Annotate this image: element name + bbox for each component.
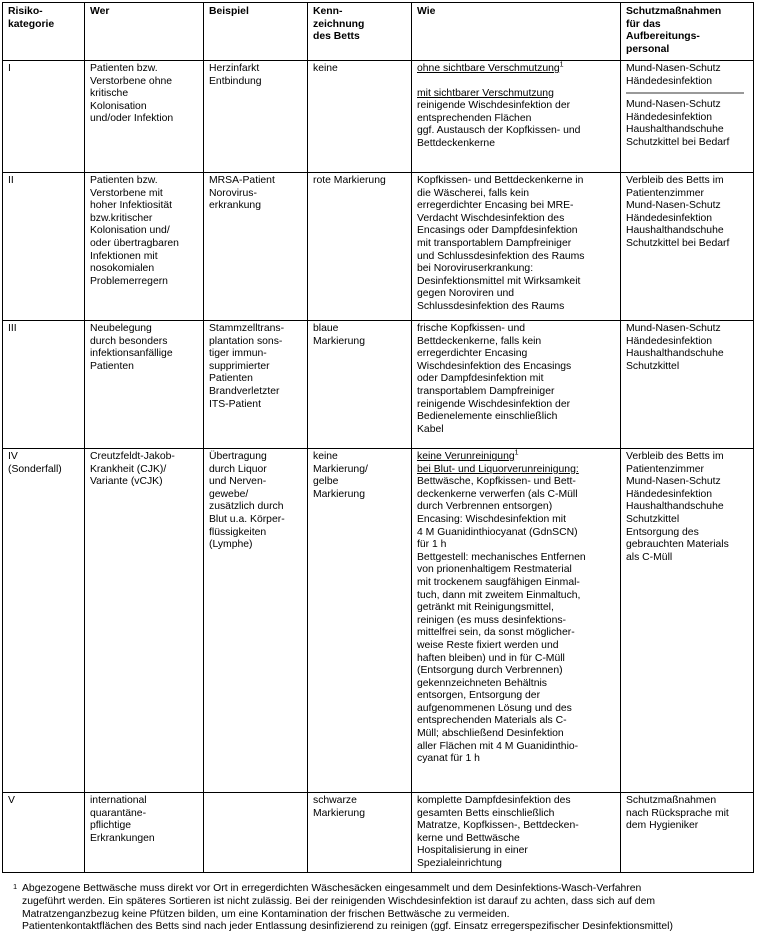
text-line: Patientenzimmer — [626, 187, 704, 199]
text-line: oder übertragbaren — [90, 237, 179, 249]
text-line: plantation sons- — [209, 335, 283, 347]
cell-kennzeichnung — [308, 173, 412, 321]
text-line: III — [8, 323, 17, 334]
cell-schutz — [621, 793, 754, 873]
text-line: kerne und Bettwäsche — [417, 832, 520, 844]
text-line: Markierung/ — [313, 463, 368, 475]
cell-schutz — [621, 173, 754, 321]
text-line: Patientenzimmer — [626, 463, 704, 475]
text-line: Bettgestell: mechanisches Entfernen — [417, 551, 586, 563]
text-line: oder Dampfdesinfektion mit — [417, 373, 544, 385]
text-line: cyanat für 1 h — [417, 753, 480, 765]
text-line: Mund-Nasen-Schutz — [626, 476, 721, 488]
text-line: Herzinfarkt — [209, 63, 260, 74]
text-line: Patientenkontaktflächen des Betts sind nach jeder Entlassung desinfizierend zu reinigen (ggf. Einsatz erregerspezifischer Desinfektionsmittel) — [22, 921, 673, 933]
cell-beispiel — [204, 321, 308, 449]
table-row-ii — [3, 173, 754, 321]
text-line: als C-Müll — [626, 551, 673, 563]
header-beispiel — [204, 3, 308, 61]
hygiene-table — [2, 2, 754, 873]
cell-wer — [85, 793, 204, 873]
text-line: dem Hygieniker — [626, 820, 699, 832]
text-line: Schutzkittel bei Bedarf — [626, 237, 730, 249]
text-line: kritische — [90, 88, 129, 100]
text-line: Händedesinfektion — [626, 212, 713, 224]
text-line: entsorgen, Entsorgung der — [417, 690, 541, 702]
text-line: gewebe/ — [209, 488, 249, 500]
text-line: entsprechenden Flächen — [417, 112, 532, 124]
text-line: mittelfrei sein, da sonst möglicher- — [417, 627, 575, 639]
text-line: Norovirus- — [209, 187, 257, 199]
header-risiko — [3, 3, 85, 61]
text-line: blaue — [313, 323, 339, 334]
text-line: Encasing: Wischdesinfektion mit — [417, 513, 566, 525]
text-line: und Schlussdesinfektion des Raums — [417, 250, 585, 262]
table-row-v — [3, 793, 754, 873]
text-line: von prionenhaltigem Restmaterial — [417, 564, 572, 576]
wie-clean-heading: keine Verunreinigung — [417, 451, 515, 462]
text-line: Verdacht Wischdesinfektion des — [417, 212, 565, 224]
text-line: Kolonisation und/ — [90, 225, 170, 237]
text-line: Neubelegung — [90, 323, 152, 334]
text-line: rote Markierung — [313, 175, 386, 186]
cell-beispiel — [204, 793, 308, 873]
text-line: ITS-Patient — [209, 398, 261, 410]
text-line: IV — [8, 451, 18, 462]
text-line: Schutzmaßnahmen — [626, 795, 717, 806]
text-line: hoher Infektiosität — [90, 200, 173, 212]
text-line: gebrauchten Materials — [626, 539, 729, 551]
text-line: tiger immun- — [209, 348, 267, 360]
text-line: Markierung — [313, 488, 365, 500]
text-line: gekennzeichneten Behältnis — [417, 677, 547, 689]
text-line: keine — [313, 451, 338, 462]
cell-wer — [85, 61, 204, 173]
text-line: gesamten Betts einschließlich — [417, 807, 555, 819]
text-line: Bedienelemente einschließlich — [417, 411, 558, 423]
text-line: haften bleiben) und in für C-Müll — [417, 652, 565, 664]
text-line: Risiko- — [8, 6, 43, 17]
text-line: Kopfkissen- und Bettdeckenkerne in — [417, 175, 584, 186]
header-schutz — [621, 3, 754, 61]
text-line: Wer — [90, 6, 110, 17]
text-line: Haushalthandschuhe — [626, 501, 724, 513]
cell-schutz — [621, 449, 754, 793]
cell-kennzeichnung — [308, 793, 412, 873]
text-line: Wie — [417, 6, 436, 17]
text-line: Spezialeinrichtung — [417, 857, 502, 869]
text-line: nosokomialen — [90, 263, 155, 275]
text-line: ggf. Austausch der Kopfkissen- und — [417, 125, 581, 137]
wie-dirty-heading: mit sichtbarer Verschmutzung — [417, 87, 554, 99]
text-line: aufgenommenen Lösung und des — [417, 702, 572, 714]
header-kennzeichnung — [308, 3, 412, 61]
text-line: 4 M Guanidinthiocyanat (GdnSCN) — [417, 526, 578, 538]
text-line: Problemerregern — [90, 275, 168, 287]
text-line: I — [8, 63, 11, 74]
text-line: Variante (vCJK) — [90, 476, 163, 488]
text-line: Blut u.a. Körper- — [209, 513, 285, 525]
text-line: Markierung — [313, 335, 365, 347]
text-line: Patienten bzw. — [90, 63, 158, 74]
text-line: Creutzfeldt-Jakob- — [90, 451, 175, 462]
footnote-mark: 1 — [13, 882, 18, 891]
text-line: Kolonisation — [90, 100, 147, 112]
schutz-clean — [626, 63, 750, 88]
text-line: für 1 h — [417, 539, 447, 551]
text-line: Übertragung — [209, 451, 267, 462]
wie-clean-heading: ohne sichtbare Verschmutzung — [417, 63, 560, 74]
footnote-ref: 1 — [514, 449, 519, 457]
cell-kennzeichnung — [308, 449, 412, 793]
cell-beispiel — [204, 173, 308, 321]
text-line: transportablem Dampfreiniger — [417, 385, 555, 397]
text-line: Kabel — [417, 423, 444, 435]
cell-wer — [85, 449, 204, 793]
text-line: entsprechenden Materials als C- — [417, 715, 567, 727]
text-line: schwarze — [313, 795, 357, 806]
text-line: infektionsanfällige — [90, 348, 173, 360]
text-line: Stammzelltrans- — [209, 323, 285, 334]
text-line: zusätzlich durch — [209, 501, 284, 513]
text-line: Schutzkittel — [626, 513, 680, 525]
text-line: Mund-Nasen-Schutz — [626, 99, 721, 111]
wie-dirty-text — [417, 100, 617, 150]
text-line: Händedesinfektion — [626, 488, 713, 500]
text-line: Patienten — [209, 373, 253, 385]
text-line: flüssigkeiten — [209, 526, 267, 538]
wie-dirty-heading: bei Blut- und Liquorverunreinigung: — [417, 463, 579, 475]
cell-kategorie — [3, 61, 85, 173]
text-line: erkrankung — [209, 200, 261, 212]
text-line: Encasings oder Dampfdesinfektion — [417, 225, 578, 237]
cell-kategorie — [3, 449, 85, 793]
text-line: bzw.kritischer — [90, 212, 153, 224]
text-line: erregerdichter Encasing bei MRE- — [417, 200, 574, 212]
text-line: (Lymphe) — [209, 539, 253, 551]
header-wer — [85, 3, 204, 61]
text-line: Matratze, Kopfkissen-, Bettdecken- — [417, 820, 579, 832]
text-line: gelbe — [313, 476, 339, 488]
text-line: Schlussdesinfektion des Raums — [417, 300, 565, 312]
divider — [626, 92, 744, 94]
table-row-iv — [3, 449, 754, 793]
text-line: Entsorgung des — [626, 526, 699, 538]
text-line: weise Reste fixiert werden und — [417, 639, 559, 651]
text-line: international — [90, 795, 147, 806]
cell-kategorie — [3, 173, 85, 321]
table-header-row — [3, 3, 754, 61]
text-line: komplette Dampfdesinfektion des — [417, 795, 571, 806]
cell-wer — [85, 173, 204, 321]
text-line: Händedesinfektion — [626, 75, 713, 87]
cell-kennzeichnung — [308, 321, 412, 449]
text-line: Krankheit (CJK)/ — [90, 463, 167, 475]
text-line: Patienten — [90, 360, 134, 372]
text-line: Mund-Nasen-Schutz — [626, 200, 721, 212]
footnote-text — [4, 883, 754, 934]
text-line: Bettwäsche, Kopfkissen- und Bett- — [417, 476, 576, 488]
text-line: durch Liquor — [209, 463, 267, 475]
text-line: gegen Noroviren und — [417, 288, 515, 300]
text-line: Markierung — [313, 807, 365, 819]
text-line: Aufbereitungs- — [626, 31, 700, 43]
text-line: Händedesinfektion — [626, 111, 713, 123]
text-line: Matratzenganzbezug keine Pfützen bilden, um eine Kontamination der frischen Bettwäsche zu vermeiden. — [22, 908, 510, 920]
text-line: und Nerven- — [209, 476, 267, 488]
text-line: personal — [626, 43, 670, 55]
footnote — [4, 883, 754, 934]
cell-wer — [85, 321, 204, 449]
cell-beispiel — [204, 449, 308, 793]
text-line: MRSA-Patient — [209, 175, 275, 186]
text-line: zugeführt werden. Ein späteres Sortieren ist nicht zulässig. Bei der reinigenden Wischdesinfektion ist darauf zu achten, dass sich auf dem — [22, 895, 656, 907]
text-line: durch besonders — [90, 335, 168, 347]
table-row-iii — [3, 321, 754, 449]
text-line: Verbleib des Betts im — [626, 451, 724, 462]
text-line: Infektionen mit — [90, 250, 158, 262]
header-wie — [412, 3, 621, 61]
text-line: V — [8, 795, 15, 806]
text-line: Wischdesinfektion des Encasings — [417, 360, 572, 372]
text-line: Desinfektionsmittel mit Wirksamkeit — [417, 275, 581, 287]
text-line: supprimierter — [209, 360, 270, 372]
text-line: pflichtige — [90, 820, 132, 832]
cell-wie — [412, 61, 621, 173]
text-line: Kenn- — [313, 6, 343, 17]
text-line: mit transportablem Dampfreiniger — [417, 237, 572, 249]
schutz-dirty — [626, 99, 750, 149]
text-line: Bettdeckenkerne — [417, 137, 495, 149]
text-line: keine — [313, 63, 338, 74]
footnote-ref: 1 — [559, 61, 564, 69]
table-row-i — [3, 61, 754, 173]
cell-wie — [412, 793, 621, 873]
text-line: für das — [626, 18, 661, 30]
text-line: Verstorbene ohne — [90, 75, 173, 87]
text-line: Haushalthandschuhe — [626, 124, 724, 136]
text-line: nach Rücksprache mit — [626, 807, 729, 819]
text-line: reinigende Wischdesinfektion der — [417, 100, 571, 112]
cell-beispiel — [204, 61, 308, 173]
text-line: Verstorbene mit — [90, 187, 163, 199]
text-line: Schutzmaßnahmen — [626, 6, 722, 17]
text-line: erregerdichter Encasing — [417, 348, 528, 360]
cell-wie — [412, 173, 621, 321]
wie-dirty-text — [417, 476, 617, 766]
text-line: Mund-Nasen-Schutz — [626, 63, 721, 74]
text-line: reinigen (es muss desinfektions- — [417, 614, 567, 626]
cell-schutz — [621, 61, 754, 173]
text-line: getränkt mit Reinigungsmittel, — [417, 602, 554, 614]
text-line: mit trockenem saugfähigen Einmal- — [417, 576, 580, 588]
text-line: (Entsorgung durch Verbrennen) — [417, 665, 563, 677]
text-line: Schutzkittel bei Bedarf — [626, 136, 730, 148]
text-line: und/oder Infektion — [90, 113, 174, 125]
cell-kennzeichnung — [308, 61, 412, 173]
text-line: II — [8, 175, 14, 186]
text-line: durch Verbrennen entsorgen) — [417, 501, 553, 513]
text-line: bei Noroviruserkrankung: — [417, 263, 534, 275]
text-line: frische Kopfkissen- und — [417, 323, 526, 334]
text-line: Verbleib des Betts im — [626, 175, 724, 186]
text-line: Abgezogene Bettwäsche muss direkt vor Ort in erregerdichten Wäschesäcken eingesammelt und dem Desinfektions-Wasch-Verfahren — [22, 883, 642, 894]
text-line: Hospitalisierung in einer — [417, 845, 528, 857]
text-line: deckenkerne verwerfen (als C-Müll — [417, 488, 578, 500]
text-line: quarantäne- — [90, 807, 147, 819]
text-line: Patienten bzw. — [90, 175, 158, 186]
cell-kategorie — [3, 321, 85, 449]
text-line: aller Flächen mit 4 M Guanidinthio- — [417, 740, 579, 752]
text-line: Brandverletzter — [209, 385, 280, 397]
text-line: Mund-Nasen-Schutz — [626, 323, 721, 334]
text-line: tuch, dann mit zweitem Einmaltuch, — [417, 589, 581, 601]
text-line: zeichnung — [313, 18, 365, 30]
text-line: Beispiel — [209, 6, 249, 17]
cell-kategorie — [3, 793, 85, 873]
text-line: die Wäscherei, falls kein — [417, 187, 530, 199]
text-line: Schutzkittel — [626, 360, 680, 372]
cell-schutz — [621, 321, 754, 449]
text-line: Haushalthandschuhe — [626, 225, 724, 237]
text-line: reinigende Wischdesinfektion der — [417, 398, 571, 410]
text-line: Bettdeckenkerne, falls kein — [417, 335, 542, 347]
text-line: Haushalthandschuhe — [626, 348, 724, 360]
text-line: kategorie — [8, 18, 55, 30]
text-line: (Sonderfall) — [8, 463, 62, 475]
cell-wie — [412, 449, 621, 793]
cell-wie — [412, 321, 621, 449]
text-line: Entbindung — [209, 75, 262, 87]
text-line: Müll; abschließend Desinfektion — [417, 728, 564, 740]
text-line: Erkrankungen — [90, 832, 155, 844]
text-line: Händedesinfektion — [626, 335, 713, 347]
text-line: des Betts — [313, 31, 360, 43]
